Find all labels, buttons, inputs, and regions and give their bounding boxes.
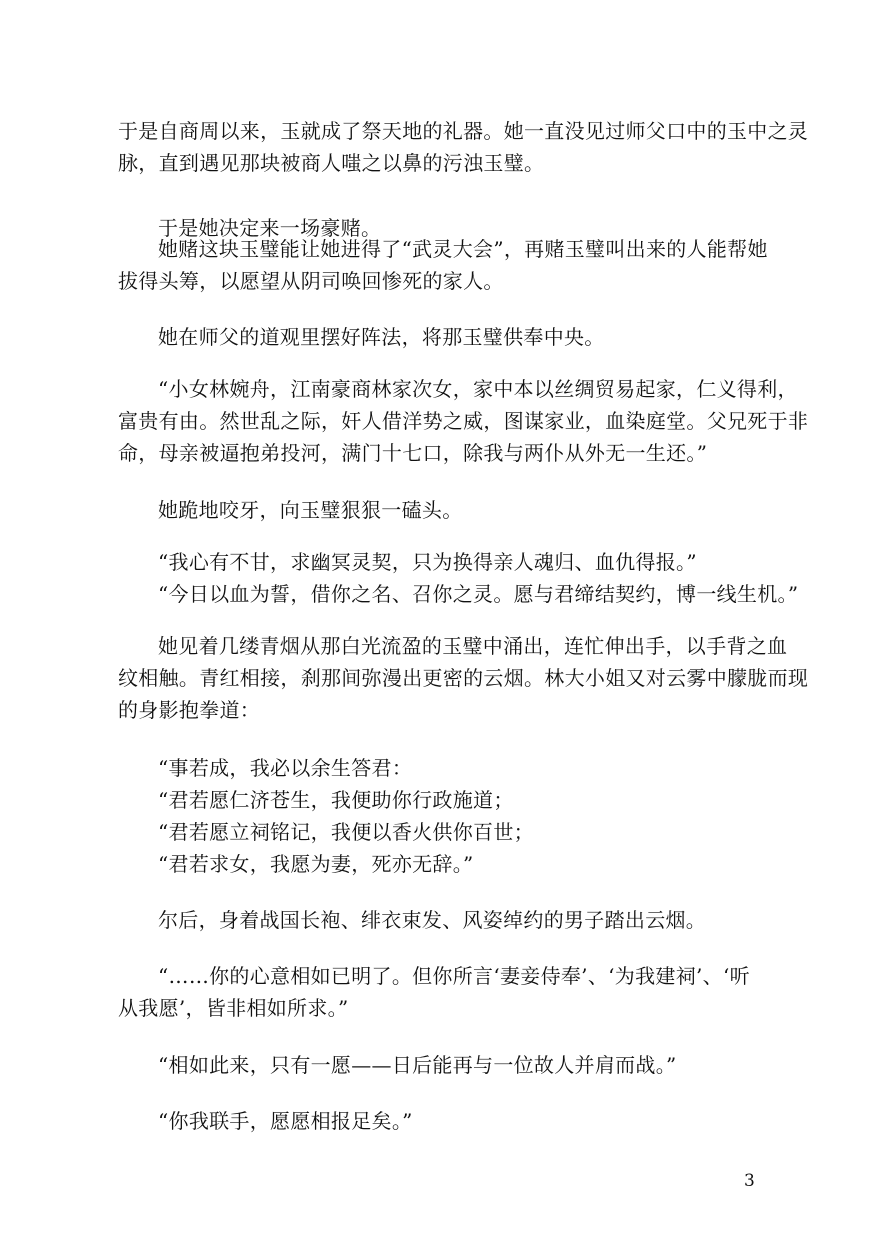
page-number: 3 (744, 1171, 755, 1191)
text-line: “君若愿立祠铭记，我便以香火供你百世； (158, 820, 534, 844)
text-line: 从我愿’，皆非相如所求。” (118, 996, 349, 1020)
text-line: 她在师父的道观里摆好阵法，将那玉璧供奉中央。 (158, 325, 605, 349)
text-line: 她跪地咬牙，向玉璧狠狠一磕头。 (158, 498, 463, 522)
text-line: 的身影抱拳道： (118, 698, 261, 722)
text-line: 脉，直到遇见那块被商人嗤之以鼻的污浊玉璧。 (118, 151, 545, 175)
text-line: “今日以血为誓，借你之名、召你之灵。愿与君缔结契约，博一线生机。” (158, 582, 799, 606)
text-line: “君若愿仁济苍生，我便助你行政施道； (158, 788, 514, 812)
text-line: 富贵有由。然世乱之际，奸人借洋势之威，图谋家业，血染庭堂。父兄死于非 (118, 409, 809, 433)
text-line: 于是自商周以来，玉就成了祭天地的礼器。她一直没见过师父口中的玉中之灵 (118, 119, 809, 143)
text-line: 她见着几缕青烟从那白光流盈的玉璧中涌出，连忙伸出手，以手背之血 (158, 634, 788, 658)
text-line: 尔后，身着战国长袍、绯衣束发、风姿绰约的男子踏出云烟。 (158, 908, 707, 932)
text-line: “相如此来，只有一愿——日后能再与一位故人并肩而战。” (158, 1053, 677, 1077)
text-line: 拔得头筹，以愿望从阴司唤回惨死的家人。 (118, 269, 504, 293)
text-line: 于是她决定来一场豪赌。 (158, 216, 382, 240)
text-line: 纹相触。青红相接，刹那间弥漫出更密的云烟。林大小姐又对云雾中朦胧而现 (118, 666, 809, 690)
text-line: 命，母亲被逼抱弟投河，满门十七口，除我与两仆从外无一生还。” (118, 441, 708, 465)
text-line: “我心有不甘，求幽冥灵契，只为换得亲人魂归、血仇得报。” (158, 550, 697, 574)
text-line: “你我联手，愿愿相报足矣。” (158, 1109, 413, 1133)
text-line: “……你的心意相如已明了。但你所言‘妻妾侍奉’、‘为我建祠’、‘听 (158, 964, 750, 988)
text-line: 她赌这块玉璧能让她进得了“武灵大会”，再赌玉璧叫出来的人能帮她 (158, 237, 768, 261)
text-line: “君若求女，我愿为妻，死亦无辞。” (158, 852, 474, 876)
text-line: “小女林婉舟，江南豪商林家次女，家中本以丝绸贸易起家，仁义得利， (158, 377, 798, 401)
text-line: “事若成，我必以余生答君： (158, 756, 413, 780)
